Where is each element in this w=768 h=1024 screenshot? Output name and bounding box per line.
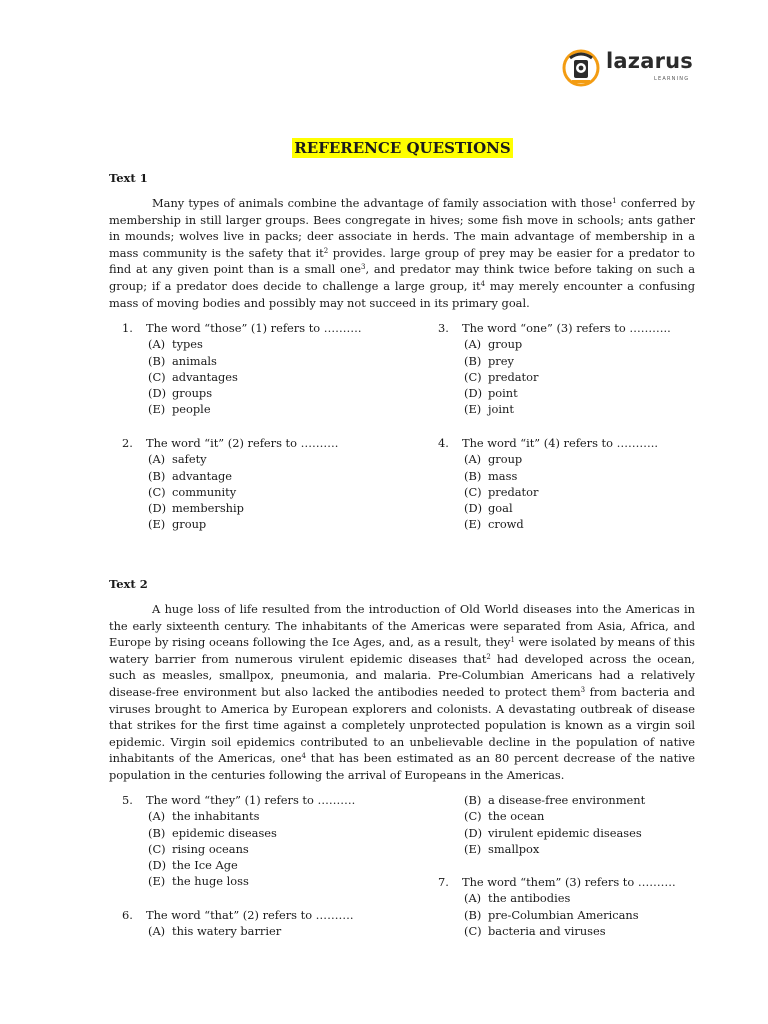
option-text: epidemic diseases	[172, 825, 277, 840]
question-stem	[122, 792, 355, 808]
option-label: (D)	[464, 386, 483, 401]
option-label: (E)	[464, 517, 482, 532]
question-number: 6.	[122, 908, 133, 922]
option-label: (E)	[148, 517, 166, 532]
option-text: point	[488, 386, 518, 401]
option-text: rising oceans	[172, 841, 249, 856]
question-text: The word “they” (1) refers to ……….	[146, 793, 356, 807]
option-text: bacteria and viruses	[488, 923, 606, 938]
question-7	[438, 874, 676, 939]
question-text: The word “it” (4) refers to ………..	[462, 436, 659, 450]
answer-option	[464, 468, 658, 484]
answer-option	[464, 825, 645, 841]
question-3	[438, 320, 671, 418]
option-label: (D)	[148, 501, 167, 516]
option-label: (D)	[464, 501, 483, 516]
option-label: (D)	[148, 386, 167, 401]
option-label: (B)	[148, 468, 166, 483]
option-label: (C)	[148, 484, 166, 499]
question-text: The word “that” (2) refers to ……….	[146, 908, 354, 922]
question-stem	[122, 907, 353, 923]
option-text: the antibodies	[488, 891, 571, 906]
option-text: advantage	[172, 468, 233, 483]
option-text: types	[172, 337, 203, 352]
answer-option	[148, 516, 338, 532]
option-label: (C)	[464, 484, 482, 499]
text2-passage: A huge loss of life resulted from the introduction of Old World diseases into the Americas in the early sixteenth century. The inhabitants of the Americas were separated from Asia, Africa, and Europe by rising oceans following the Ice Ages, and, as a result, they$^1$ were isolated by means of this watery barrier from numerous virulent epidemic diseases that$^2$ had developed across the ocean, such as measles, smallpox, pneumonia, and malaria. Pre-Columbian Americans had a relatively disease-free environment but also lacked the antibodies needed to protect them$^3$ from bacteria and viruses brought to America by European explorers and colonists. A devastating outbreak of disease that strikes for the first time against a completely unprotected population is known as a virgin soil epidemic. Virgin soil epidemics contributed to an unbelievable decline in the population of native inhabitants of the Americas, one$^4$ that has been estimated as an 80 percent decrease of the native population in the centuries following the arrival of Europeans in the Americas.	[109, 602, 695, 782]
option-label: (D)	[464, 825, 483, 840]
option-text: group	[172, 517, 207, 532]
question-stem	[122, 435, 338, 451]
answer-option	[148, 451, 338, 467]
question-1	[122, 320, 362, 418]
option-text: groups	[172, 386, 213, 401]
question-text: The word “one” (3) refers to ………..	[462, 321, 671, 335]
question-stem	[438, 874, 676, 890]
option-label: (E)	[464, 841, 482, 856]
answer-option	[148, 401, 362, 417]
question-number: 3.	[438, 321, 449, 335]
option-text: pre-Columbian Americans	[488, 907, 639, 922]
option-label: (A)	[464, 452, 482, 467]
question-text: The word “them” (3) refers to ……….	[462, 875, 676, 889]
option-text: membership	[172, 501, 244, 516]
option-text: goal	[488, 501, 513, 516]
option-label: (C)	[464, 923, 482, 938]
answer-option	[148, 923, 353, 939]
answer-option	[148, 825, 355, 841]
answer-option	[148, 500, 338, 516]
option-text: people	[172, 402, 211, 417]
question-4	[438, 435, 658, 533]
option-text: joint	[488, 402, 514, 417]
option-label: (B)	[464, 907, 482, 922]
answer-option	[148, 484, 338, 500]
option-label: (C)	[148, 369, 166, 384]
option-label: (E)	[148, 402, 166, 417]
option-label: (A)	[148, 924, 166, 939]
answer-option	[464, 385, 671, 401]
answer-option	[148, 873, 355, 889]
option-text: crowd	[488, 517, 524, 532]
answer-option	[464, 890, 676, 906]
option-text: smallpox	[488, 841, 540, 856]
option-label: (A)	[148, 452, 166, 467]
option-label: (A)	[464, 337, 482, 352]
option-text: advantages	[172, 369, 238, 384]
question-stem	[438, 435, 658, 451]
text2-heading: Text 2	[109, 577, 148, 591]
option-text: the huge loss	[172, 874, 249, 889]
option-text: community	[172, 484, 237, 499]
option-label: (C)	[464, 809, 482, 824]
question-number: 5.	[122, 793, 133, 807]
option-text: the ocean	[488, 809, 545, 824]
option-text: the inhabitants	[172, 809, 260, 824]
answer-option	[464, 353, 671, 369]
answer-option	[464, 923, 676, 939]
option-label: (A)	[148, 337, 166, 352]
option-text: a disease-free environment	[488, 793, 646, 807]
answer-option	[464, 401, 671, 417]
answer-option	[148, 841, 355, 857]
option-label: (B)	[464, 353, 482, 368]
answer-option	[148, 353, 362, 369]
answer-option	[148, 857, 355, 873]
option-label: (C)	[148, 841, 166, 856]
option-label: (B)	[464, 468, 482, 483]
text1-heading: Text 1	[109, 171, 148, 185]
answer-option	[464, 516, 658, 532]
option-label: (E)	[464, 402, 482, 417]
question-stem	[122, 320, 362, 336]
option-text: predator	[488, 484, 539, 499]
brand-name: lazarus	[606, 49, 693, 73]
option-text: virulent epidemic diseases	[488, 825, 642, 840]
answer-option	[464, 336, 671, 352]
answer-option	[148, 808, 355, 824]
answer-option	[148, 385, 362, 401]
question-6-continued	[438, 792, 645, 857]
question-number: 4.	[438, 436, 449, 450]
option-label: (E)	[148, 874, 166, 889]
option-text: animals	[172, 353, 217, 368]
brand-tagline: LEARNING	[654, 76, 690, 82]
option-label: (A)	[148, 809, 166, 824]
question-text: The word “those” (1) refers to ……….	[146, 321, 362, 335]
answer-option	[464, 484, 658, 500]
question-number: 1.	[122, 321, 133, 335]
lazarus-emblem-icon	[562, 48, 600, 88]
option-label: (B)	[464, 793, 482, 807]
text1-passage: Many types of animals combine the advantage of family association with those$^1$ conferred by membership in still larger groups. Bees congregate in hives; some fish move in schools; ants gather in mounds; wolves live in packs; deer associate in herds. The main advantage of membership in a mass community is the safety that $it^2$ provides. large group of prey may be easier for a predator to find at any given point than is a small one$^3$, and predator may think twice before taking on such a group; if a predator does decide to challenge a large group, $it^4$ may merely encounter a confusing mass of moving bodies and possibly may not succeed in its primary goal.	[109, 196, 696, 310]
answer-option	[148, 336, 362, 352]
option-text: safety	[172, 452, 207, 467]
answer-option	[148, 369, 362, 385]
answer-option	[464, 907, 676, 923]
page-title	[0, 138, 768, 157]
answer-option	[464, 792, 645, 808]
question-2	[122, 435, 338, 533]
option-text: group	[488, 337, 523, 352]
answer-option	[464, 369, 671, 385]
answer-option	[464, 500, 658, 516]
option-text: predator	[488, 369, 539, 384]
option-label: (B)	[148, 353, 166, 368]
answer-option	[148, 468, 338, 484]
answer-option	[464, 808, 645, 824]
question-number: 2.	[122, 436, 133, 450]
question-5	[122, 792, 355, 890]
option-text: this watery barrier	[172, 924, 282, 939]
question-6	[122, 907, 353, 940]
option-text: the Ice Age	[172, 858, 238, 873]
option-label: (B)	[148, 825, 166, 840]
option-text: prey	[488, 353, 514, 368]
answer-option	[464, 451, 658, 467]
option-label: (D)	[148, 858, 167, 873]
question-text: The word “it” (2) refers to ……….	[146, 436, 339, 450]
answer-option	[464, 841, 645, 857]
lazarus-logo	[562, 46, 702, 92]
option-label: (C)	[464, 369, 482, 384]
question-number: 7.	[438, 875, 449, 889]
question-stem	[438, 320, 671, 336]
page-title-text: REFERENCE QUESTIONS	[294, 139, 511, 157]
option-text: group	[488, 452, 523, 467]
option-label: (A)	[464, 891, 482, 906]
option-text: mass	[488, 468, 518, 483]
